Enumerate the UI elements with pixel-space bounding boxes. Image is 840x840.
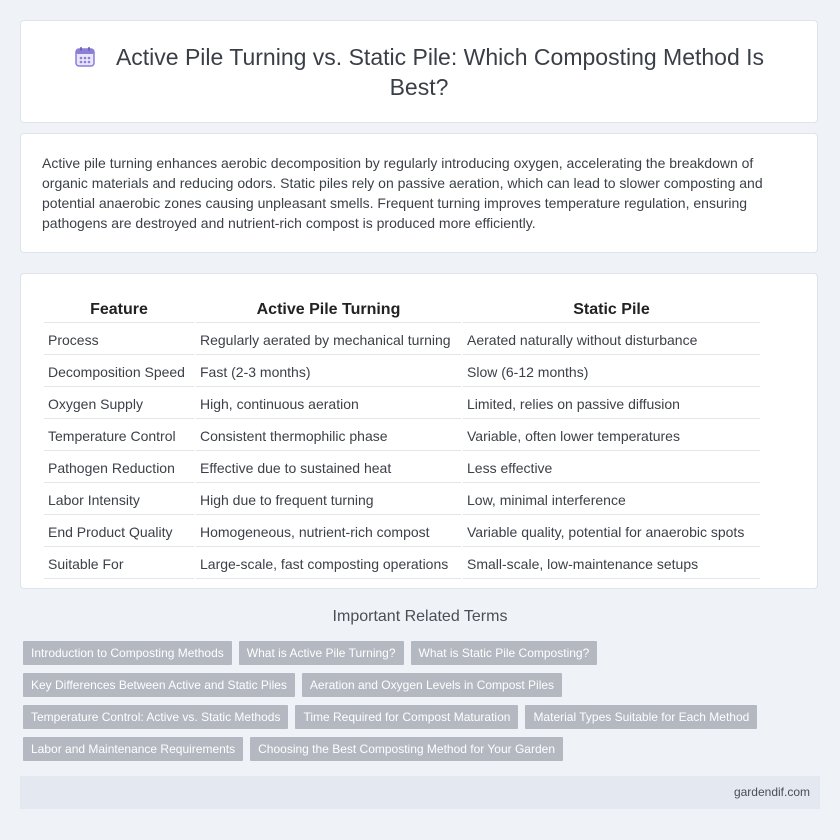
tag-row — [23, 705, 823, 729]
tag-row — [23, 673, 823, 697]
feature-cell: Decomposition Speed — [44, 357, 194, 387]
table-row — [44, 517, 760, 547]
page-title: Active Pile Turning vs. Static Pile: Which Composting Method Is Best? — [115, 43, 765, 100]
comparison-table — [42, 296, 762, 581]
related-terms-heading: Important Related Terms — [332, 608, 508, 625]
tag-row — [23, 641, 823, 665]
tag-row — [23, 737, 823, 761]
static-cell: Variable quality, potential for anaerobic spots — [463, 517, 760, 547]
active-cell: High due to frequent turning — [196, 485, 461, 515]
feature-cell: Process — [44, 325, 194, 355]
table-row — [44, 485, 760, 515]
static-cell: Limited, relies on passive diffusion — [463, 389, 760, 419]
active-cell: Regularly aerated by mechanical turning — [196, 325, 461, 355]
header-static-pile: Static Pile — [463, 298, 760, 323]
static-cell: Small-scale, low-maintenance setups — [463, 549, 760, 579]
feature-cell: End Product Quality — [44, 517, 194, 547]
active-cell: Consistent thermophilic phase — [196, 421, 461, 451]
table-row — [44, 453, 760, 483]
related-term-tag[interactable]: Time Required for Compost Maturation — [295, 705, 518, 729]
table-row — [44, 325, 760, 355]
related-term-tag[interactable]: Material Types Suitable for Each Method — [525, 705, 757, 729]
related-term-tag[interactable]: Introduction to Composting Methods — [23, 641, 232, 665]
active-cell: High, continuous aeration — [196, 389, 461, 419]
header-active-pile: Active Pile Turning — [196, 298, 461, 323]
related-term-tag[interactable]: What is Active Pile Turning? — [239, 641, 404, 665]
table-row — [44, 421, 760, 451]
title-card — [20, 20, 818, 123]
header-feature: Feature — [44, 298, 194, 323]
active-cell: Effective due to sustained heat — [196, 453, 461, 483]
related-term-tag[interactable]: Key Differences Between Active and Static Piles — [23, 673, 295, 697]
related-terms-list — [23, 641, 823, 769]
related-term-tag[interactable]: Temperature Control: Active vs. Static Methods — [23, 705, 288, 729]
static-cell: Less effective — [463, 453, 760, 483]
feature-cell: Temperature Control — [44, 421, 194, 451]
table-row — [44, 389, 760, 419]
feature-cell: Pathogen Reduction — [44, 453, 194, 483]
calendar-grid-icon — [74, 45, 96, 67]
footer-bar — [20, 776, 820, 809]
static-cell: Slow (6-12 months) — [463, 357, 760, 387]
comparison-table-card — [20, 273, 818, 589]
table-row — [44, 357, 760, 387]
related-term-tag[interactable]: Choosing the Best Composting Method for Your Garden — [250, 737, 563, 761]
table-header-row — [44, 298, 760, 323]
related-term-tag[interactable]: What is Static Pile Composting? — [411, 641, 598, 665]
static-cell: Low, minimal interference — [463, 485, 760, 515]
static-cell: Aerated naturally without disturbance — [463, 325, 760, 355]
site-name[interactable]: gardendif.com — [733, 785, 810, 799]
active-cell: Large-scale, fast composting operations — [196, 549, 461, 579]
feature-cell: Oxygen Supply — [44, 389, 194, 419]
active-cell: Homogeneous, nutrient-rich compost — [196, 517, 461, 547]
table-row — [44, 549, 760, 579]
summary-card — [20, 133, 818, 253]
summary-paragraph: Active pile turning enhances aerobic decomposition by regularly introducing oxygen, accelerating the breakdown of organic materials and reducing odors. Static piles rely on passive aeration, which can lead to slower composting and potential anaerobic zones causing unpleasant smells. Frequent turning improves temperature regulation, ensuring pathogens are destroyed and nutrient-rich compost is produced more efficiently. — [42, 155, 763, 231]
page-title-block — [69, 42, 769, 102]
related-term-tag[interactable]: Aeration and Oxygen Levels in Compost Piles — [302, 673, 562, 697]
feature-cell: Suitable For — [44, 549, 194, 579]
related-term-tag[interactable]: Labor and Maintenance Requirements — [23, 737, 243, 761]
static-cell: Variable, often lower temperatures — [463, 421, 760, 451]
feature-cell: Labor Intensity — [44, 485, 194, 515]
active-cell: Fast (2-3 months) — [196, 357, 461, 387]
